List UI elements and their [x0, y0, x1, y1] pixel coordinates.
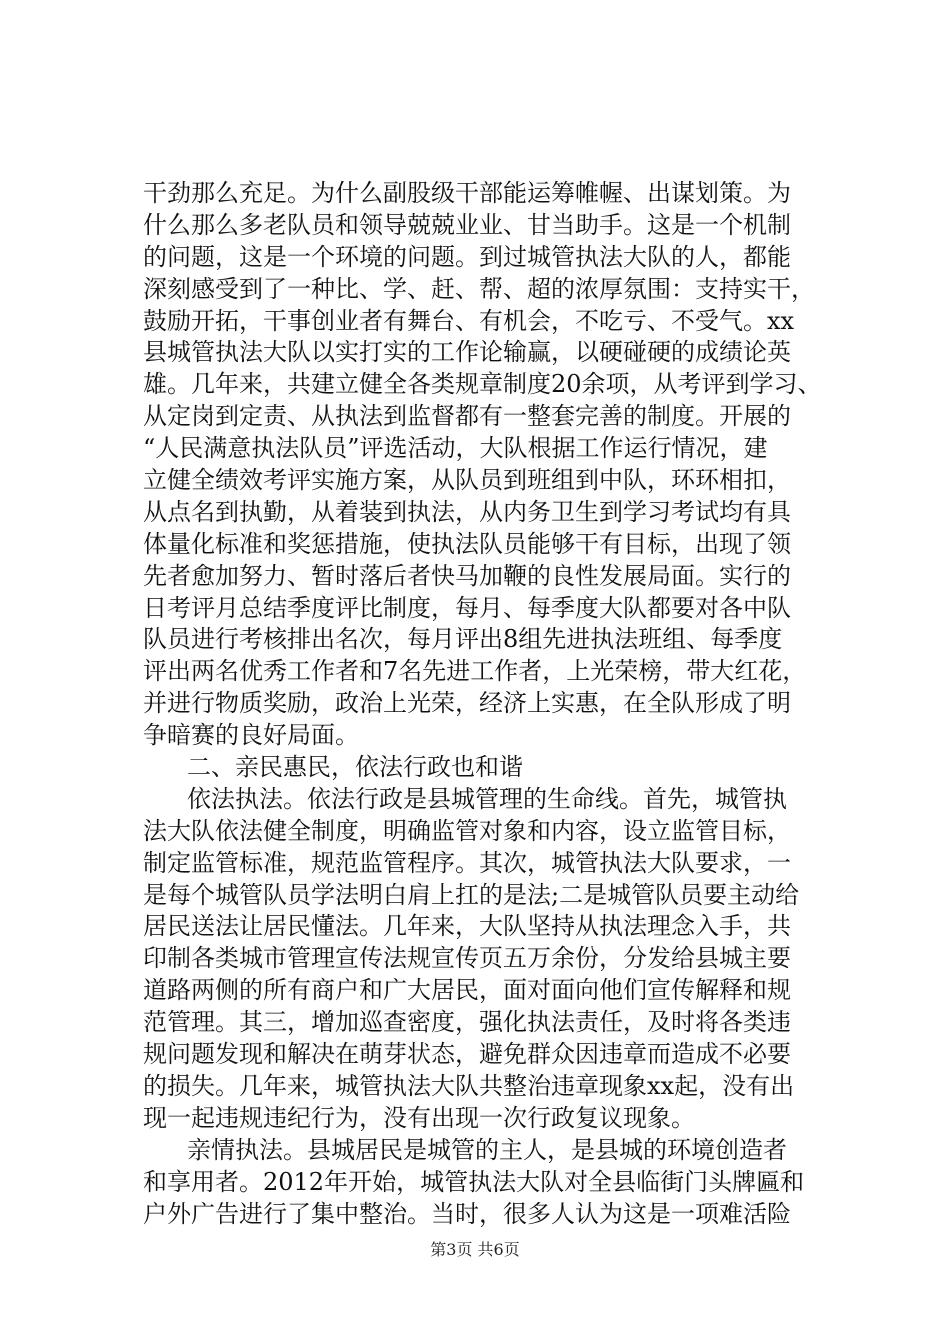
- text-line: 道路两侧的所有商户和广大居民，面对面向他们宣传解释和规: [143, 976, 791, 1005]
- paragraph-start: 亲情执法。县城居民是城管的主人，是县城的环境创造者: [187, 1135, 787, 1164]
- body-text: [143, 178, 833, 1230]
- text-line: 日考评月总结季度评比制度，每月、每季度大队都要对各中队: [143, 593, 791, 622]
- text-line: 印制各类城市管理宣传法规宣传页五万余份，分发给县城主要: [143, 944, 791, 973]
- text-line: 雄。几年来，共建立健全各类规章制度20余项，从考评到学习、: [143, 370, 822, 399]
- text-line: 法大队依法健全制度，明确监管对象和内容，设立监管目标，: [143, 816, 791, 845]
- text-line: 立健全绩效考评实施方案，从队员到班组到中队，环环相扣，: [143, 466, 791, 495]
- text-line: 范管理。其三，增加巡查密度，强化执法责任，及时将各类违: [143, 1008, 791, 1037]
- text-line: 评出两名优秀工作者和7名先进工作者，上光荣榜，带大红花，: [143, 657, 807, 686]
- page-footer: 第3页 共6页: [430, 1240, 520, 1259]
- text-line: 鼓励开拓，干事创业者有舞台、有机会，不吃亏、不受气。xx: [143, 306, 795, 335]
- text-line: 先者愈加努力、暂时落后者快马加鞭的良性发展局面。实行的: [143, 561, 791, 590]
- text-line: 现一起违规违纪行为，没有出现一次行政复议现象。: [143, 1103, 695, 1132]
- text-line: 户外广告进行了集中整治。当时，很多人认为这是一项难活险: [143, 1199, 791, 1228]
- text-line: 的损失。几年来，城管执法大队共整治违章现象xx起，没有出: [143, 1071, 795, 1100]
- text-line: 队员进行考核排出名次，每月评出8组先进执法班组、每季度: [143, 625, 783, 654]
- text-line: 的问题，这是一个环境的问题。到过城管执法大队的人，都能: [143, 242, 791, 271]
- text-line: 从点名到执勤，从着装到执法，从内务卫生到学习考试均有具: [143, 497, 791, 526]
- text-line: 居民送法让居民懂法。几年来，大队坚持从执法理念入手，共: [143, 912, 791, 941]
- text-line: 深刻感受到了一种比、学、赶、帮、超的浓厚氛围：支持实干，: [143, 274, 815, 303]
- text-line: 制定监管标准，规范监管程序。其次，城管执法大队要求，一: [143, 848, 791, 877]
- text-line: “人民满意执法队员”评选活动，大队根据工作运行情况，建: [143, 434, 768, 463]
- text-line: 干劲那么充足。为什么副股级干部能运筹帷幄、出谋划策。为: [143, 179, 791, 207]
- text-line: 并进行物质奖励，政治上光荣，经济上实惠，在全队形成了明: [143, 689, 791, 718]
- text-line: 和享用者。2012年开始，城管执法大队对全县临街门头牌匾和: [143, 1167, 805, 1196]
- section-heading: 二、亲民惠民，依法行政也和谐: [187, 753, 523, 782]
- text-line: 体量化标准和奖惩措施，使执法队员能够干有目标，出现了领: [143, 529, 791, 558]
- text-line: 规问题发现和解决在萌芽状态，避免群众因违章而造成不必要: [143, 1040, 791, 1069]
- paragraph-start: 依法执法。依法行政是县城管理的生命线。首先，城管执: [187, 784, 787, 813]
- text-line: 从定岗到定责、从执法到监督都有一整套完善的制度。开展的: [143, 402, 791, 431]
- text-line: 争暗赛的良好局面。: [143, 721, 359, 750]
- text-line: 县城管执法大队以实打实的工作论输赢，以硬碰硬的成绩论英: [143, 338, 791, 367]
- text-line: 是每个城管队员学法明白肩上扛的是法;二是城管队员要主动给: [143, 880, 800, 909]
- text-line: 什么那么多老队员和领导兢兢业业、甘当助手。这是一个机制: [143, 210, 791, 239]
